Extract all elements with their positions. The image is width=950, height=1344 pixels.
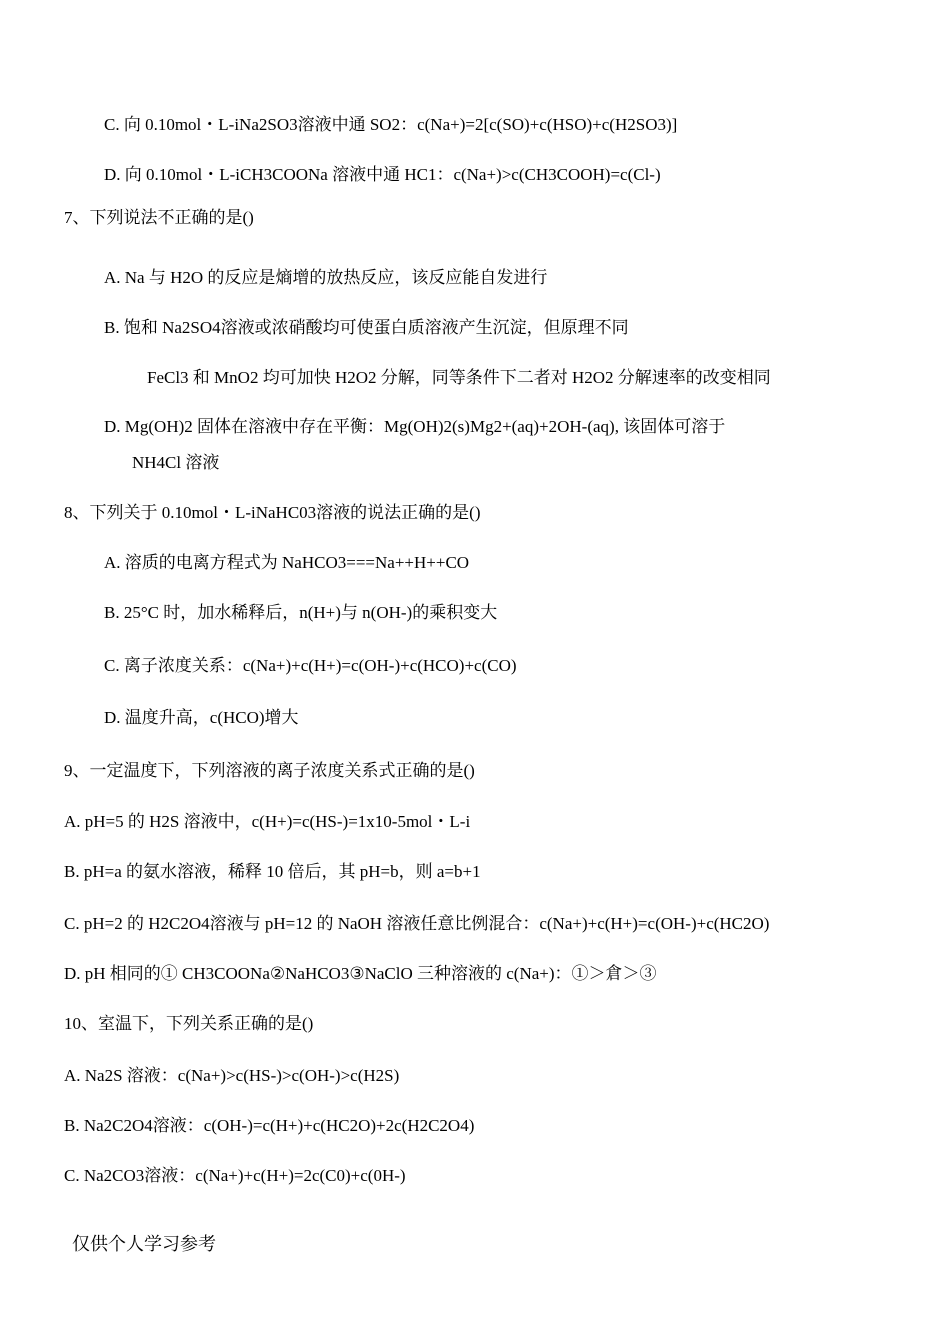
- option-6c: C. 向 0.10mol・L-iNa2SO3溶液中通 SO2：c(Na+)=2[c(SO)+c(HSO)+c(H2SO3)]: [104, 115, 678, 134]
- option-8b: B. 25°C 时，加水稀释后，n(H+)与 n(OH-)的乘积变大: [104, 603, 498, 622]
- option-7d: D. Mg(OH)2 固体在溶液中存在平衡：Mg(OH)2(s)Mg2+(aq)+2OH-(aq), 该固体可溶于: [104, 417, 726, 436]
- question-8: 8、下列关于 0.10mol・L-iNaHC03溶液的说法正确的是(): [64, 503, 481, 522]
- option-9a: A. pH=5 的 H2S 溶液中，c(H+)=c(HS-)=1x10-5mol・L-i: [64, 812, 471, 831]
- option-9c: C. pH=2 的 H2C2O4溶液与 pH=12 的 NaOH 溶液任意比例混合：c(Na+)+c(H+)=c(OH-)+c(HC2O): [64, 914, 770, 933]
- option-6d: D. 向 0.10mol・L-iCH3COONa 溶液中通 HC1：c(Na+)>c(CH3COOH)=c(Cl-): [104, 165, 661, 184]
- question-9: 9、一定温度下，下列溶液的离子浓度关系式正确的是(): [64, 761, 475, 780]
- question-7: 7、下列说法不正确的是(): [64, 208, 254, 227]
- option-10a: A. Na2S 溶液：c(Na+)>c(HS-)>c(OH-)>c(H2S): [64, 1066, 400, 1085]
- footer-note: 仅供个人学习参考: [72, 1234, 216, 1255]
- option-10c: C. Na2CO3溶液：c(Na+)+c(H+)=2c(C0)+c(0H-): [64, 1166, 406, 1185]
- option-8a: A. 溶质的电离方程式为 NaHCO3===Na++H++CO: [104, 553, 470, 572]
- option-7a: A. Na 与 H2O 的反应是熵增的放热反应，该反应能自发进行: [104, 268, 548, 287]
- option-7d-continued: NH4Cl 溶液: [132, 453, 220, 472]
- question-10: 10、室温下，下列关系正确的是(): [64, 1014, 314, 1033]
- option-8d: D. 温度升高，c(HCO)增大: [104, 708, 299, 727]
- option-9d: D. pH 相同的① CH3COONa②NaHCO3③NaClO 三种溶液的 c(Na+)：①＞倉＞③: [64, 964, 657, 983]
- option-7c: FeCl3 和 MnO2 均可加快 H2O2 分解，同等条件下二者对 H2O2 分解速率的改变相同: [147, 368, 771, 387]
- option-10b: B. Na2C2O4溶液：c(OH-)=c(H+)+c(HC2O)+2c(H2C2O4): [64, 1116, 475, 1135]
- option-9b: B. pH=a 的氨水溶液，稀释 10 倍后，其 pH=b，则 a=b+1: [64, 862, 481, 881]
- option-8c: C. 离子浓度关系：c(Na+)+c(H+)=c(OH-)+c(HCO)+c(CO): [104, 656, 517, 675]
- option-7b: B. 饱和 Na2SO4溶液或浓硝酸均可使蛋白质溶液产生沉淀，但原理不同: [104, 318, 629, 337]
